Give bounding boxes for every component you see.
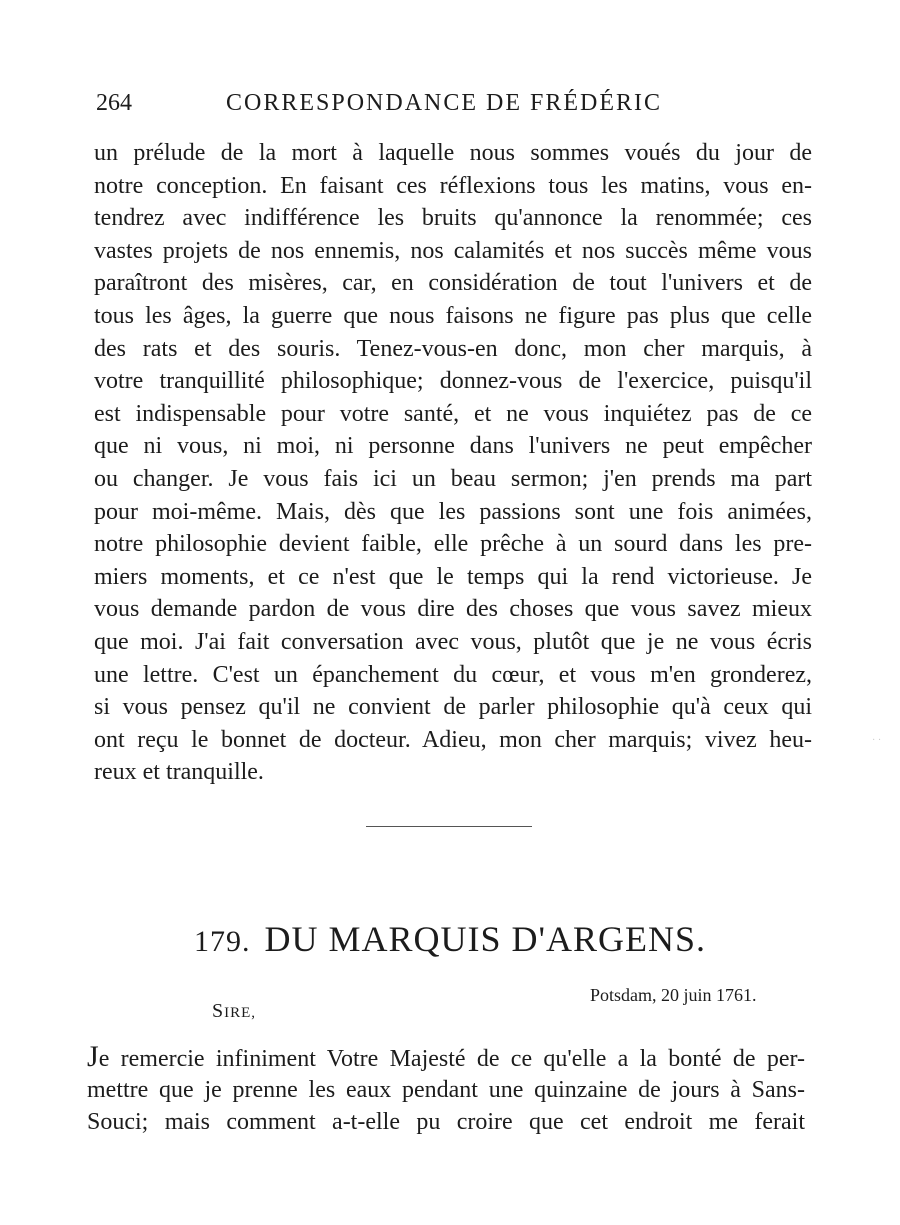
salutation xyxy=(212,1000,256,1023)
text-line: notre conception. En faisant ces réflexions tous les matins, vous en- xyxy=(94,172,812,199)
text-line: que ni vous, ni moi, ni personne dans l'univers ne peut empêcher xyxy=(94,433,812,460)
paper-speck: · · xyxy=(872,735,882,746)
letter-heading xyxy=(0,918,900,960)
text-line: un prélude de la mort à laquelle nous sommes voués du jour de xyxy=(94,140,812,166)
first-line-text: e remercie infiniment Votre Majesté de ce qu'elle a la bonté de per- xyxy=(98,1046,805,1072)
previous-letter-text xyxy=(94,137,812,789)
salutation-rest: IRE, xyxy=(224,1005,257,1021)
text-line: votre tranquillité philosophique; donnez-vous de l'exercice, puisqu'il xyxy=(94,368,812,395)
text-line: pour moi-même. Mais, dès que les passions sont une fois animées, xyxy=(94,498,812,525)
text-line: si vous pensez qu'il ne convient de parler philosophie qu'à ceux qui xyxy=(94,694,812,721)
text-line: miers moments, et ce n'est que le temps qui la rend victorieuse. Je xyxy=(94,563,812,590)
text-line: ou changer. Je vous fais ici un beau sermon; j'en prends ma part xyxy=(94,465,812,492)
text-line: est indispensable pour votre santé, et ne vous inquiétez pas de ce xyxy=(94,400,812,427)
text-line: vous demande pardon de vous dire des choses que vous savez mieux xyxy=(94,596,812,623)
text-line: notre philosophie devient faible, elle prêche à un sourd dans les pre- xyxy=(94,531,812,558)
text-line: paraîtront des misères, car, en considération de tout l'univers et de xyxy=(94,270,812,297)
section-divider xyxy=(366,826,532,827)
text-line-first xyxy=(87,1041,805,1074)
text-line: mettre que je prenne les eaux pendant une quinzaine de jours à Sans- xyxy=(87,1076,805,1103)
drop-cap: J xyxy=(87,1040,99,1073)
letter-text xyxy=(87,1041,805,1139)
text-line: ont reçu le bonnet de docteur. Adieu, mon cher marquis; vivez heu- xyxy=(94,726,812,753)
text-line: une lettre. C'est un épanchement du cœur, et vous m'en gronderez, xyxy=(94,661,812,688)
text-line-last: reux et tranquille. xyxy=(94,759,264,786)
letter-title: DU MARQUIS D'ARGENS. xyxy=(264,919,707,959)
page-number: 264 xyxy=(96,90,132,116)
running-title: CORRESPONDANCE DE FRÉDÉRIC xyxy=(226,90,663,116)
text-line: des rats et des souris. Tenez-vous-en donc, mon cher marquis, à xyxy=(94,335,812,362)
running-head xyxy=(96,90,816,126)
text-line: que moi. J'ai fait conversation avec vous, plutôt que je ne vous écris xyxy=(94,628,812,655)
text-line: vastes projets de nos ennemis, nos calamités et nos succès même vous xyxy=(94,237,812,264)
dateline: Potsdam, 20 juin 1761. xyxy=(590,985,757,1005)
text-line: tous les âges, la guerre que nous faisons ne figure pas plus que celle xyxy=(94,302,812,329)
letter-number: 179. xyxy=(193,925,251,958)
text-line: Souci; mais comment a-t-elle pu croire que cet endroit me ferait xyxy=(87,1109,805,1136)
text-line: tendrez avec indifférence les bruits qu'annonce la renommée; ces xyxy=(94,205,812,232)
salutation-initial: S xyxy=(212,1000,225,1022)
